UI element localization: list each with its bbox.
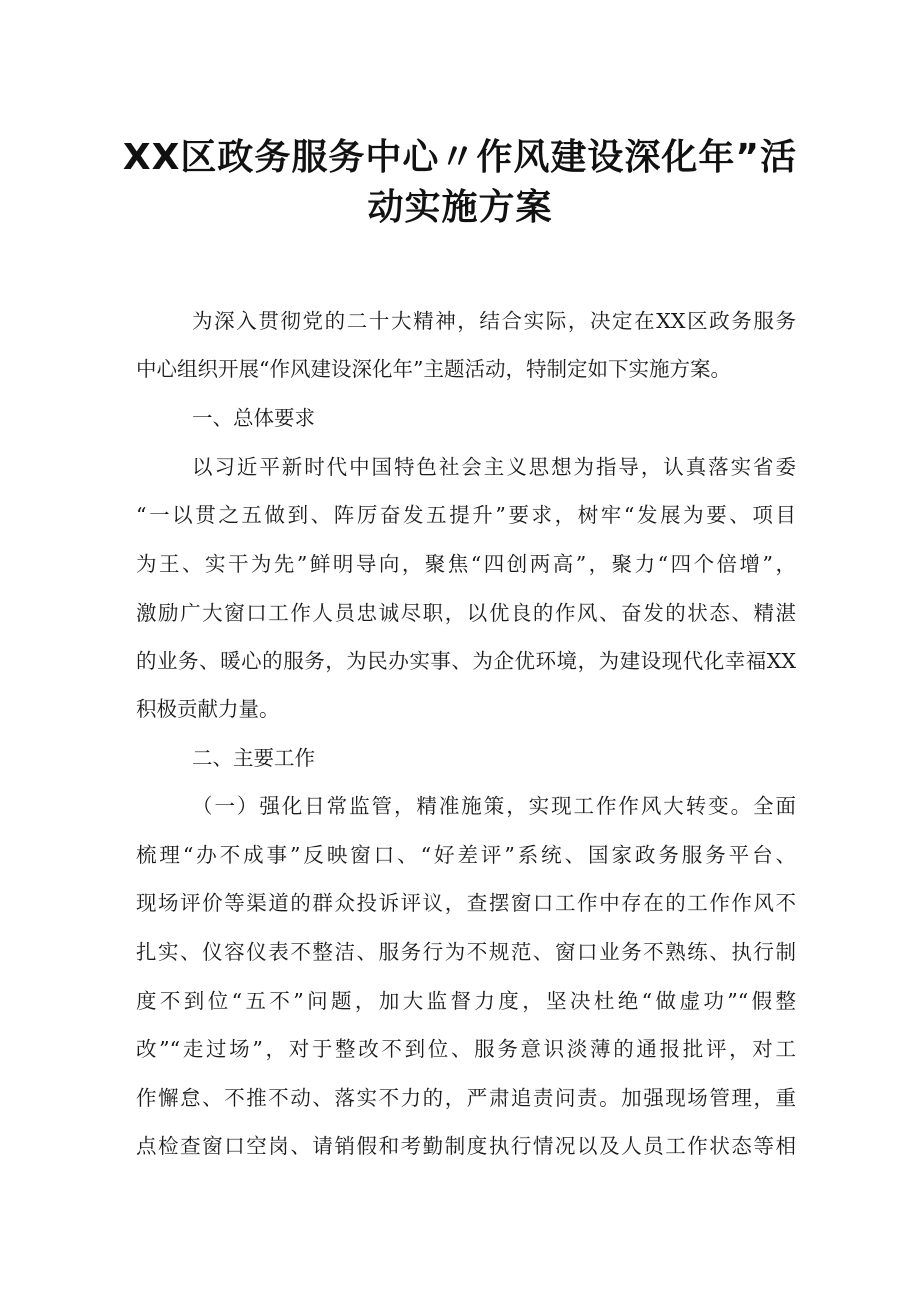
section1-paragraph-line: 积极贡献力量。 [136, 697, 280, 721]
section2-paragraph-line: 扎实、仪容仪表不整洁、服务行为不规范、窗口业务不熟练、执行制 [136, 940, 796, 964]
section1-paragraph-line: 激励广大窗口工作人员忠诚尽职，以优良的作风、奋发的状态、精湛 [136, 601, 796, 625]
section1-paragraph-line: “一以贯之五做到、阵厉奋发五提升”要求，树牢“发展为要、项目 [136, 503, 796, 527]
section2-paragraph-line: 改”“走过场”，对于整改不到位、服务意识淡薄的通报批评，对工 [136, 1037, 796, 1061]
section2-paragraph-line: 点检查窗口空岗、请销假和考勤制度执行情况以及人员工作状态等相 [136, 1134, 796, 1158]
section2-paragraph-line: （一）强化日常监管，精准施策，实现工作作风大转变。全面 [192, 794, 796, 818]
section2-paragraph-line: 作懈怠、不推不动、落实不力的，严肃追责问责。加强现场管理，重 [136, 1086, 796, 1110]
section-heading-main-work: 二、主要工作 [192, 746, 315, 770]
document-title-line-1: XX区政务服务中心〃作风建设深化年”活 [122, 137, 798, 178]
document-title-line-2: 动实施方案 [367, 187, 553, 228]
section2-paragraph-line: 度不到位“五不”问题，加大监督力度，坚决杜绝“做虚功”“假整 [136, 989, 796, 1013]
intro-paragraph-line: 为深入贯彻党的二十大精神，结合实际，决定在XX区政务服务 [192, 309, 796, 333]
section-heading-overall-requirements: 一、总体要求 [192, 406, 315, 430]
intro-paragraph-line: 中心组织开展“作风建设深化年”主题活动，特制定如下实施方案。 [136, 357, 731, 381]
section2-paragraph-line: 现场评价等渠道的群众投诉评议，查摆窗口工作中存在的工作作风不 [136, 891, 796, 915]
section1-paragraph-line: 的业务、暖心的服务，为民办实事、为企优环境，为建设现代化幸福XX [136, 649, 796, 673]
section2-paragraph-line: 梳理“办不成事”反映窗口、“好差评”系统、国家政务服务平台、 [136, 843, 796, 867]
section1-paragraph-line: 为王、实干为先”鲜明导向，聚焦“四创两高”，聚力“四个倍增”， [136, 552, 796, 576]
section1-paragraph-line: 以习近平新时代中国特色社会主义思想为指导，认真落实省委 [192, 455, 796, 479]
